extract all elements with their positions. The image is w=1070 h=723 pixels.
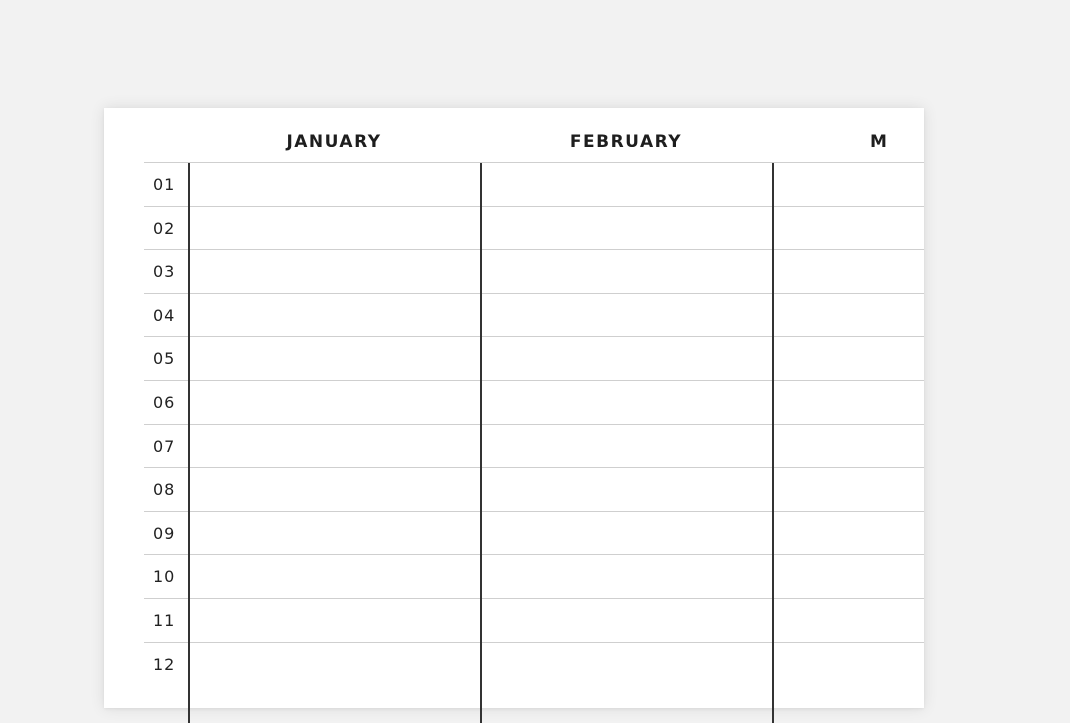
day-number: 10 [153, 567, 176, 587]
day-row-09 [144, 511, 924, 555]
day-row-10 [144, 554, 924, 598]
day-number: 07 [153, 436, 176, 456]
day-row-03 [144, 249, 924, 293]
planner-sheet [104, 108, 924, 708]
column-divider-days [188, 163, 190, 723]
day-number: 02 [153, 218, 176, 238]
day-number: 01 [153, 175, 176, 194]
day-row-11 [144, 598, 924, 642]
day-number: 04 [153, 305, 176, 325]
day-number: 11 [153, 611, 176, 630]
day-row-02 [144, 206, 924, 250]
month-header-march: M [870, 132, 889, 152]
day-row-08 [144, 467, 924, 511]
day-row-01 [144, 162, 924, 206]
day-row-12 [144, 642, 924, 686]
column-divider-january [480, 163, 482, 723]
day-number: 12 [153, 654, 176, 674]
day-row-05 [144, 336, 924, 380]
day-row-04 [144, 293, 924, 337]
day-number: 08 [153, 480, 176, 500]
month-header-february: FEBRUARY [569, 132, 683, 152]
day-number: 09 [153, 523, 176, 543]
month-header-january: JANUARY [286, 132, 382, 152]
column-divider-february [772, 163, 774, 723]
day-number: 05 [153, 349, 176, 369]
day-row-06 [144, 380, 924, 424]
day-number: 03 [153, 262, 176, 282]
day-number: 06 [153, 393, 176, 412]
day-row-07 [144, 424, 924, 468]
